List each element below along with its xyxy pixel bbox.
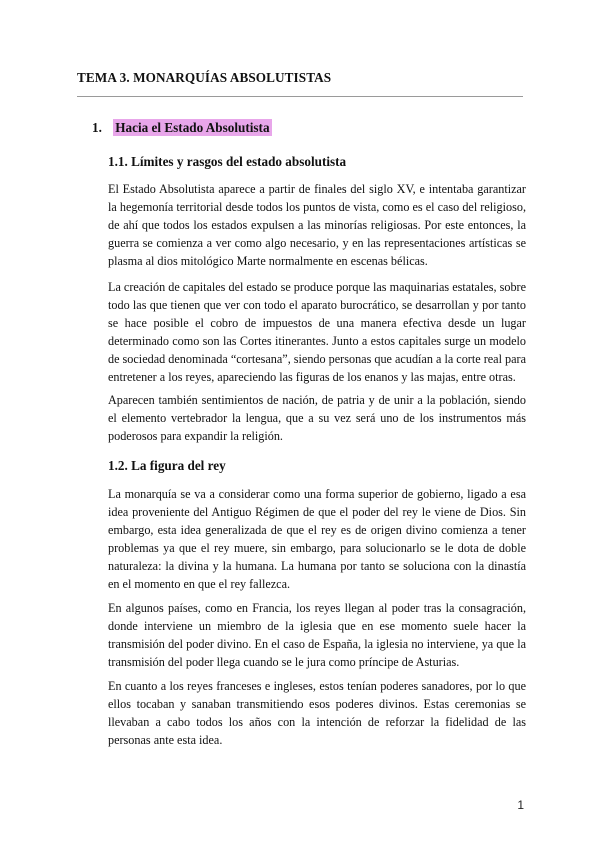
paragraph: La monarquía se va a considerar como una forma superior de gobierno, ligado a esa idea proveniente del Antiguo Régimen de que el poder del rey le viene de Dios. Sin embargo, esta idea generalizada de que el rey es de origen divino comienza a tener problemas ya que el rey muere, sin embargo, para solucionarlo se le dota de doble naturaleza: la divina y la humana. La humana por tanto se soluciona con la dinastía en el momento en que el rey fallezca. — [108, 487, 526, 591]
paragraph: La creación de capitales del estado se produce porque las maquinarias estatales, sobre todo las que tienen que ver con todo el aparato burocrático, se desarrollan y por tanto se hace posible el cobro de impuestos de una manera efectiva desde un lugar determinado como son las Cortes itinerantes. Junto a estos capitales surge un modelo de sociedad denominada “cortesana”, siendo personas que acudían a la corte real para entretener a los reyes, apareciendo las figuras de los enanos y las majas, entre otras. — [108, 280, 526, 384]
section-title-highlighted: Hacia el Estado Absolutista — [115, 120, 270, 135]
section-heading — [92, 120, 272, 136]
subsection-heading-1-1: 1.1. Límites y rasgos del estado absolutista — [108, 154, 347, 169]
section-number: 1. — [92, 120, 102, 135]
document-title: TEMA 3. MONARQUÍAS ABSOLUTISTAS — [77, 70, 332, 85]
page-number: 1 — [517, 798, 524, 812]
title-divider — [77, 96, 523, 97]
paragraph: Aparecen también sentimientos de nación, de patria y de unir a la población, siendo el elemento vertebrador la lengua, que a su vez será uno de los instrumentos más poderosos para expandir la religión. — [108, 393, 526, 443]
paragraph: El Estado Absolutista aparece a partir de finales del siglo XV, e intentaba garantizar la hegemonía territorial desde todos los puntos de vista, como es el caso del religioso, de ahí que todos los estados expulsen a las minorías religiosas. Por este entonces, la guerra se comienza a ver como algo necesario, y en las representaciones artísticas se plasma al dios mitológico Marte normalmente en escenas bélicas. — [108, 182, 526, 268]
paragraph: En cuanto a los reyes franceses e ingleses, estos tenían poderes sanadores, por lo que ellos tocaban y sanaban transmitiendo esos poderes divinos. Estas ceremonias se llevaban a cabo todos los años con la intención de reforzar la fidelidad de las personas ante esta idea. — [108, 679, 526, 747]
paragraph: En algunos países, como en Francia, los reyes llegan al poder tras la consagración, donde interviene un miembro de la iglesia que en ese momento suele hacer la transmisión del poder divino. En el caso de España, la iglesia no interviene, ya que la transmisión del poder llega cuando se le jura como príncipe de Asturias. — [108, 601, 526, 669]
subsection-heading-1-2: 1.2. La figura del rey — [108, 458, 226, 473]
